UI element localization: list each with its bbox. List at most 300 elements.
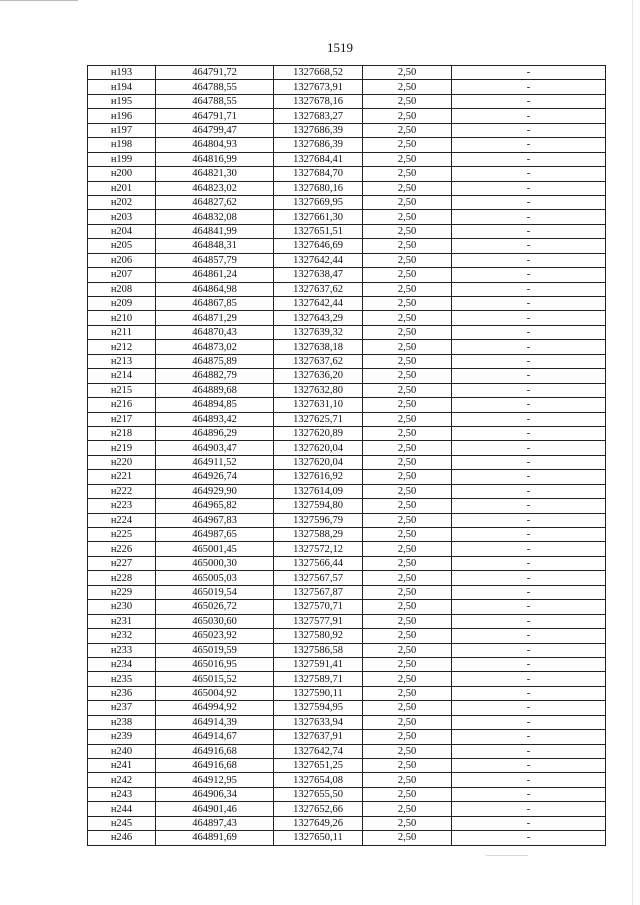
point-name-cell: н231: [88, 614, 156, 628]
y-coordinate-cell: 1327683,27: [274, 109, 363, 123]
table-row: [88, 787, 606, 801]
note-cell: -: [452, 426, 606, 440]
y-coordinate-cell: 1327591,41: [274, 657, 363, 671]
accuracy-cell: 2,50: [363, 455, 452, 469]
y-coordinate-cell: 1327639,32: [274, 325, 363, 339]
point-name-cell: н196: [88, 109, 156, 123]
point-name-cell: н226: [88, 542, 156, 556]
y-coordinate-cell: 1327655,50: [274, 787, 363, 801]
y-coordinate-cell: 1327638,47: [274, 268, 363, 282]
y-coordinate-cell: 1327654,08: [274, 773, 363, 787]
point-name-cell: н199: [88, 152, 156, 166]
x-coordinate-cell: 464875,89: [156, 354, 274, 368]
x-coordinate-cell: 464870,43: [156, 325, 274, 339]
note-cell: -: [452, 354, 606, 368]
note-cell: -: [452, 340, 606, 354]
accuracy-cell: 2,50: [363, 239, 452, 253]
table-row: [88, 369, 606, 383]
table-row: [88, 701, 606, 715]
table-row: [88, 426, 606, 440]
table-row: [88, 340, 606, 354]
table-row: [88, 585, 606, 599]
accuracy-cell: 2,50: [363, 311, 452, 325]
x-coordinate-cell: 464791,71: [156, 109, 274, 123]
table-row: [88, 311, 606, 325]
note-cell: -: [452, 816, 606, 830]
accuracy-cell: 2,50: [363, 831, 452, 845]
point-name-cell: н213: [88, 354, 156, 368]
table-row: [88, 513, 606, 527]
accuracy-cell: 2,50: [363, 600, 452, 614]
table-row: [88, 152, 606, 166]
x-coordinate-cell: 464848,31: [156, 239, 274, 253]
x-coordinate-cell: 464893,42: [156, 412, 274, 426]
table-row: [88, 210, 606, 224]
x-coordinate-cell: 464903,47: [156, 441, 274, 455]
note-cell: -: [452, 441, 606, 455]
note-cell: -: [452, 210, 606, 224]
x-coordinate-cell: 464929,90: [156, 484, 274, 498]
note-cell: -: [452, 629, 606, 643]
table-row: [88, 383, 606, 397]
x-coordinate-cell: 464987,65: [156, 528, 274, 542]
table-row: [88, 282, 606, 296]
point-name-cell: н207: [88, 268, 156, 282]
table-row: [88, 528, 606, 542]
point-name-cell: н233: [88, 643, 156, 657]
table-row: [88, 66, 606, 80]
note-cell: -: [452, 744, 606, 758]
y-coordinate-cell: 1327678,16: [274, 94, 363, 108]
table-row: [88, 759, 606, 773]
y-coordinate-cell: 1327620,89: [274, 426, 363, 440]
y-coordinate-cell: 1327669,95: [274, 195, 363, 209]
accuracy-cell: 2,50: [363, 167, 452, 181]
accuracy-cell: 2,50: [363, 556, 452, 570]
note-cell: -: [452, 715, 606, 729]
table-row: [88, 181, 606, 195]
point-name-cell: н219: [88, 441, 156, 455]
point-name-cell: н205: [88, 239, 156, 253]
accuracy-cell: 2,50: [363, 210, 452, 224]
accuracy-cell: 2,50: [363, 282, 452, 296]
x-coordinate-cell: 464804,93: [156, 138, 274, 152]
y-coordinate-cell: 1327637,91: [274, 730, 363, 744]
point-name-cell: н216: [88, 398, 156, 412]
point-name-cell: н217: [88, 412, 156, 426]
point-name-cell: н232: [88, 629, 156, 643]
point-name-cell: н246: [88, 831, 156, 845]
accuracy-cell: 2,50: [363, 224, 452, 238]
table-row: [88, 94, 606, 108]
y-coordinate-cell: 1327668,52: [274, 66, 363, 80]
table-row: [88, 730, 606, 744]
point-name-cell: н215: [88, 383, 156, 397]
point-name-cell: н244: [88, 802, 156, 816]
accuracy-cell: 2,50: [363, 585, 452, 599]
x-coordinate-cell: 464823,02: [156, 181, 274, 195]
point-name-cell: н225: [88, 528, 156, 542]
note-cell: -: [452, 686, 606, 700]
y-coordinate-cell: 1327651,51: [274, 224, 363, 238]
y-coordinate-cell: 1327577,91: [274, 614, 363, 628]
note-cell: -: [452, 831, 606, 845]
note-cell: -: [452, 773, 606, 787]
x-coordinate-cell: 464967,83: [156, 513, 274, 527]
x-coordinate-cell: 464864,98: [156, 282, 274, 296]
y-coordinate-cell: 1327631,10: [274, 398, 363, 412]
accuracy-cell: 2,50: [363, 325, 452, 339]
accuracy-cell: 2,50: [363, 340, 452, 354]
accuracy-cell: 2,50: [363, 657, 452, 671]
y-coordinate-cell: 1327580,92: [274, 629, 363, 643]
y-coordinate-cell: 1327567,57: [274, 571, 363, 585]
accuracy-cell: 2,50: [363, 268, 452, 282]
table-row: [88, 138, 606, 152]
note-cell: -: [452, 802, 606, 816]
y-coordinate-cell: 1327616,92: [274, 470, 363, 484]
accuracy-cell: 2,50: [363, 94, 452, 108]
point-name-cell: н224: [88, 513, 156, 527]
table-row: [88, 325, 606, 339]
note-cell: -: [452, 657, 606, 671]
x-coordinate-cell: 464891,69: [156, 831, 274, 845]
y-coordinate-cell: 1327643,29: [274, 311, 363, 325]
accuracy-cell: 2,50: [363, 802, 452, 816]
x-coordinate-cell: 464832,08: [156, 210, 274, 224]
y-coordinate-cell: 1327594,80: [274, 499, 363, 513]
y-coordinate-cell: 1327637,62: [274, 354, 363, 368]
note-cell: -: [452, 181, 606, 195]
point-name-cell: н200: [88, 167, 156, 181]
y-coordinate-cell: 1327588,29: [274, 528, 363, 542]
accuracy-cell: 2,50: [363, 484, 452, 498]
accuracy-cell: 2,50: [363, 138, 452, 152]
note-cell: -: [452, 239, 606, 253]
x-coordinate-cell: 464861,24: [156, 268, 274, 282]
table-row: [88, 715, 606, 729]
accuracy-cell: 2,50: [363, 686, 452, 700]
x-coordinate-cell: 465016,95: [156, 657, 274, 671]
point-name-cell: н218: [88, 426, 156, 440]
note-cell: -: [452, 759, 606, 773]
point-name-cell: н201: [88, 181, 156, 195]
note-cell: -: [452, 297, 606, 311]
table-row: [88, 455, 606, 469]
table-row: [88, 744, 606, 758]
point-name-cell: н204: [88, 224, 156, 238]
accuracy-cell: 2,50: [363, 499, 452, 513]
x-coordinate-cell: 464857,79: [156, 253, 274, 267]
x-coordinate-cell: 464791,72: [156, 66, 274, 80]
table-row: [88, 643, 606, 657]
note-cell: -: [452, 224, 606, 238]
point-name-cell: н230: [88, 600, 156, 614]
x-coordinate-cell: 464897,43: [156, 816, 274, 830]
table-row: [88, 686, 606, 700]
x-coordinate-cell: 464912,95: [156, 773, 274, 787]
note-cell: -: [452, 614, 606, 628]
y-coordinate-cell: 1327686,39: [274, 123, 363, 137]
y-coordinate-cell: 1327646,69: [274, 239, 363, 253]
point-name-cell: н211: [88, 325, 156, 339]
x-coordinate-cell: 464799,47: [156, 123, 274, 137]
note-cell: -: [452, 398, 606, 412]
accuracy-cell: 2,50: [363, 787, 452, 801]
note-cell: -: [452, 369, 606, 383]
x-coordinate-cell: 465026,72: [156, 600, 274, 614]
point-name-cell: н220: [88, 455, 156, 469]
y-coordinate-cell: 1327625,71: [274, 412, 363, 426]
accuracy-cell: 2,50: [363, 701, 452, 715]
y-coordinate-cell: 1327566,44: [274, 556, 363, 570]
note-cell: -: [452, 730, 606, 744]
note-cell: -: [452, 600, 606, 614]
y-coordinate-cell: 1327649,26: [274, 816, 363, 830]
accuracy-cell: 2,50: [363, 441, 452, 455]
accuracy-cell: 2,50: [363, 426, 452, 440]
x-coordinate-cell: 465023,92: [156, 629, 274, 643]
point-name-cell: н238: [88, 715, 156, 729]
point-name-cell: н197: [88, 123, 156, 137]
accuracy-cell: 2,50: [363, 528, 452, 542]
x-coordinate-cell: 464911,52: [156, 455, 274, 469]
y-coordinate-cell: 1327594,95: [274, 701, 363, 715]
accuracy-cell: 2,50: [363, 715, 452, 729]
accuracy-cell: 2,50: [363, 773, 452, 787]
accuracy-cell: 2,50: [363, 354, 452, 368]
table-row: [88, 354, 606, 368]
x-coordinate-cell: 465019,59: [156, 643, 274, 657]
note-cell: -: [452, 672, 606, 686]
y-coordinate-cell: 1327673,91: [274, 80, 363, 94]
point-name-cell: н222: [88, 484, 156, 498]
point-name-cell: н236: [88, 686, 156, 700]
accuracy-cell: 2,50: [363, 297, 452, 311]
table-row: [88, 297, 606, 311]
note-cell: -: [452, 195, 606, 209]
note-cell: -: [452, 585, 606, 599]
y-coordinate-cell: 1327596,79: [274, 513, 363, 527]
y-coordinate-cell: 1327633,94: [274, 715, 363, 729]
note-cell: -: [452, 484, 606, 498]
table-row: [88, 398, 606, 412]
accuracy-cell: 2,50: [363, 66, 452, 80]
table-row: [88, 441, 606, 455]
note-cell: -: [452, 412, 606, 426]
table-row: [88, 109, 606, 123]
accuracy-cell: 2,50: [363, 744, 452, 758]
point-name-cell: н194: [88, 80, 156, 94]
note-cell: -: [452, 455, 606, 469]
point-name-cell: н193: [88, 66, 156, 80]
y-coordinate-cell: 1327684,70: [274, 167, 363, 181]
x-coordinate-cell: 464914,39: [156, 715, 274, 729]
table-row: [88, 600, 606, 614]
point-name-cell: н198: [88, 138, 156, 152]
note-cell: -: [452, 643, 606, 657]
accuracy-cell: 2,50: [363, 629, 452, 643]
y-coordinate-cell: 1327572,12: [274, 542, 363, 556]
x-coordinate-cell: 464916,68: [156, 744, 274, 758]
point-name-cell: н195: [88, 94, 156, 108]
note-cell: -: [452, 80, 606, 94]
table-row: [88, 167, 606, 181]
note-cell: -: [452, 268, 606, 282]
y-coordinate-cell: 1327620,04: [274, 441, 363, 455]
x-coordinate-cell: 464901,46: [156, 802, 274, 816]
x-coordinate-cell: 464889,68: [156, 383, 274, 397]
x-coordinate-cell: 465015,52: [156, 672, 274, 686]
table-row: [88, 657, 606, 671]
table-row: [88, 556, 606, 570]
note-cell: -: [452, 66, 606, 80]
x-coordinate-cell: 465000,30: [156, 556, 274, 570]
point-name-cell: н206: [88, 253, 156, 267]
coordinates-table: [87, 65, 606, 846]
y-coordinate-cell: 1327680,16: [274, 181, 363, 195]
table-row: [88, 224, 606, 238]
point-name-cell: н208: [88, 282, 156, 296]
y-coordinate-cell: 1327637,62: [274, 282, 363, 296]
y-coordinate-cell: 1327636,20: [274, 369, 363, 383]
point-name-cell: н228: [88, 571, 156, 585]
x-coordinate-cell: 464914,67: [156, 730, 274, 744]
x-coordinate-cell: 465001,45: [156, 542, 274, 556]
point-name-cell: н245: [88, 816, 156, 830]
table-row: [88, 470, 606, 484]
note-cell: -: [452, 542, 606, 556]
point-name-cell: н235: [88, 672, 156, 686]
note-cell: -: [452, 528, 606, 542]
accuracy-cell: 2,50: [363, 195, 452, 209]
x-coordinate-cell: 464867,85: [156, 297, 274, 311]
accuracy-cell: 2,50: [363, 571, 452, 585]
x-coordinate-cell: 464965,82: [156, 499, 274, 513]
table-row: [88, 499, 606, 513]
note-cell: -: [452, 787, 606, 801]
accuracy-cell: 2,50: [363, 759, 452, 773]
point-name-cell: н242: [88, 773, 156, 787]
y-coordinate-cell: 1327590,11: [274, 686, 363, 700]
note-cell: -: [452, 470, 606, 484]
note-cell: -: [452, 556, 606, 570]
y-coordinate-cell: 1327620,04: [274, 455, 363, 469]
point-name-cell: н223: [88, 499, 156, 513]
table-row: [88, 802, 606, 816]
point-name-cell: н209: [88, 297, 156, 311]
accuracy-cell: 2,50: [363, 816, 452, 830]
point-name-cell: н241: [88, 759, 156, 773]
x-coordinate-cell: 465005,03: [156, 571, 274, 585]
note-cell: -: [452, 513, 606, 527]
y-coordinate-cell: 1327651,25: [274, 759, 363, 773]
table-row: [88, 239, 606, 253]
table-row: [88, 614, 606, 628]
scan-edge-mark: [0, 0, 78, 1]
point-name-cell: н227: [88, 556, 156, 570]
y-coordinate-cell: 1327642,44: [274, 297, 363, 311]
y-coordinate-cell: 1327686,39: [274, 138, 363, 152]
table-row: [88, 831, 606, 845]
note-cell: -: [452, 325, 606, 339]
x-coordinate-cell: 464827,62: [156, 195, 274, 209]
table-row: [88, 268, 606, 282]
accuracy-cell: 2,50: [363, 152, 452, 166]
x-coordinate-cell: 465019,54: [156, 585, 274, 599]
y-coordinate-cell: 1327614,09: [274, 484, 363, 498]
point-name-cell: н243: [88, 787, 156, 801]
y-coordinate-cell: 1327684,41: [274, 152, 363, 166]
point-name-cell: н240: [88, 744, 156, 758]
scan-edge-line: [632, 0, 633, 905]
accuracy-cell: 2,50: [363, 398, 452, 412]
table-row: [88, 571, 606, 585]
accuracy-cell: 2,50: [363, 643, 452, 657]
x-coordinate-cell: 464788,55: [156, 80, 274, 94]
table-row: [88, 672, 606, 686]
point-name-cell: н210: [88, 311, 156, 325]
x-coordinate-cell: 465004,92: [156, 686, 274, 700]
accuracy-cell: 2,50: [363, 672, 452, 686]
y-coordinate-cell: 1327586,58: [274, 643, 363, 657]
x-coordinate-cell: 464994,92: [156, 701, 274, 715]
x-coordinate-cell: 464871,29: [156, 311, 274, 325]
page-number: 1519: [327, 40, 353, 55]
y-coordinate-cell: 1327652,66: [274, 802, 363, 816]
x-coordinate-cell: 464841,99: [156, 224, 274, 238]
x-coordinate-cell: 464894,85: [156, 398, 274, 412]
note-cell: -: [452, 123, 606, 137]
point-name-cell: н237: [88, 701, 156, 715]
scan-foot-mark: [486, 855, 528, 856]
y-coordinate-cell: 1327642,74: [274, 744, 363, 758]
point-name-cell: н239: [88, 730, 156, 744]
table-row: [88, 195, 606, 209]
x-coordinate-cell: 464916,68: [156, 759, 274, 773]
x-coordinate-cell: 464906,34: [156, 787, 274, 801]
note-cell: -: [452, 138, 606, 152]
point-name-cell: н221: [88, 470, 156, 484]
point-name-cell: н234: [88, 657, 156, 671]
accuracy-cell: 2,50: [363, 80, 452, 94]
note-cell: -: [452, 282, 606, 296]
accuracy-cell: 2,50: [363, 470, 452, 484]
table-row: [88, 773, 606, 787]
x-coordinate-cell: 464821,30: [156, 167, 274, 181]
table-row: [88, 123, 606, 137]
point-name-cell: н229: [88, 585, 156, 599]
point-name-cell: н202: [88, 195, 156, 209]
x-coordinate-cell: 464896,29: [156, 426, 274, 440]
note-cell: -: [452, 167, 606, 181]
accuracy-cell: 2,50: [363, 109, 452, 123]
table-row: [88, 816, 606, 830]
note-cell: -: [452, 571, 606, 585]
accuracy-cell: 2,50: [363, 383, 452, 397]
y-coordinate-cell: 1327638,18: [274, 340, 363, 354]
table-row: [88, 253, 606, 267]
x-coordinate-cell: 464816,99: [156, 152, 274, 166]
accuracy-cell: 2,50: [363, 730, 452, 744]
point-name-cell: н203: [88, 210, 156, 224]
accuracy-cell: 2,50: [363, 513, 452, 527]
note-cell: -: [452, 109, 606, 123]
x-coordinate-cell: 464882,79: [156, 369, 274, 383]
table-row: [88, 542, 606, 556]
point-name-cell: н214: [88, 369, 156, 383]
accuracy-cell: 2,50: [363, 253, 452, 267]
